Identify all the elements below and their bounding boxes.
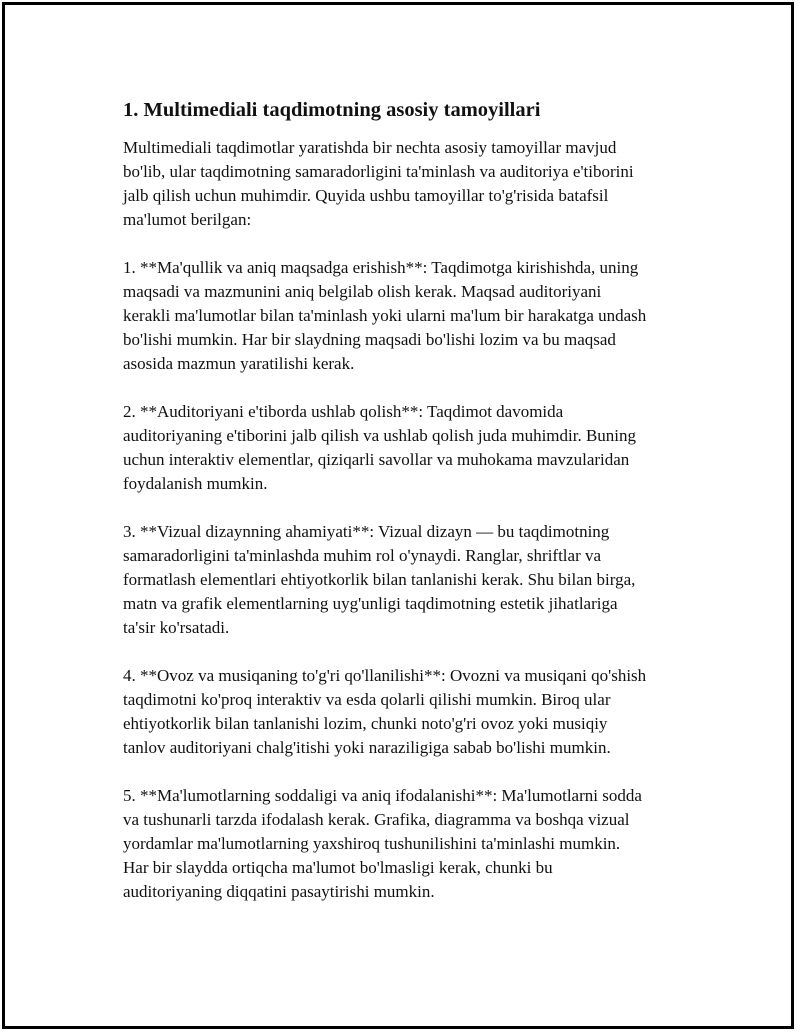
paragraph-line: ma'lumot berilgan: [123,210,252,229]
paragraph-line: bo'lib, ular taqdimotning samaradorligini ta'minlash va auditoriya e'tiborini [123,162,634,181]
paragraph-line: samaradorligini ta'minlashda muhim rol o'ynaydi. Ranglar, shriftlar va [123,546,602,565]
paragraph-line: 4. **Ovoz va musiqaning to'g'ri qo'llanilishi**: Ovozni va musiqani qo'shish [123,666,647,685]
intro-paragraph [123,136,703,232]
paragraph-line: auditoriyaning e'tiborini jalb qilish va ushlab qolish juda muhimdir. Buning [123,426,637,445]
principle-2-paragraph [123,400,703,496]
paragraph-line: 2. **Auditoriyani e'tiborda ushlab qolish**: Taqdimot davomida [123,402,564,421]
principle-1-paragraph [123,256,703,376]
paragraph-line: auditoriyaning diqqatini pasaytirishi mumkin. [123,882,435,901]
paragraph-line: formatlash elementlari ehtiyotkorlik bilan tanlanishi kerak. Shu bilan birga, [123,570,636,589]
page-frame [2,2,794,1029]
principle-4-paragraph [123,664,703,760]
paragraph-line: maqsadi va mazmunini aniq belgilab olish kerak. Maqsad auditoriyani [123,282,602,301]
paragraph-line: foydalanish mumkin. [123,474,268,493]
paragraph-line: uchun interaktiv elementlar, qiziqarli savollar va muhokama mavzularidan [123,450,630,469]
paragraph-line: asosida mazmun yaratilishi kerak. [123,354,355,373]
paragraph-line: matn va grafik elementlarning uyg'unligi taqdimotning estetik jihatlariga [123,594,618,613]
paragraph-line: 1. **Ma'qullik va aniq maqsadga erishish**: Taqdimotga kirishishda, uning [123,258,639,277]
paragraph-line: Har bir slaydda ortiqcha ma'lumot bo'lmasligi kerak, chunki bu [123,858,553,877]
paragraph-line: ehtiyotkorlik bilan tanlanishi lozim, chunki noto'g'ri ovoz yoki musiqiy [123,714,608,733]
paragraph-line: 5. **Ma'lumotlarning soddaligi va aniq ifodalanishi**: Ma'lumotlarni sodda [123,786,642,805]
paragraph-line: 3. **Vizual dizaynning ahamiyati**: Vizual dizayn — bu taqdimotning [123,522,610,541]
paragraph-line: Multimediali taqdimotlar yaratishda bir nechta asosiy tamoyillar mavjud [123,138,617,157]
paragraph-line: jalb qilish uchun muhimdir. Quyida ushbu tamoyillar to'g'risida batafsil [123,186,609,205]
paragraph-line: yordamlar ma'lumotlarning yaxshiroq tushunilishini ta'minlashi mumkin. [123,834,621,853]
page-title: 1. Multimediali taqdimotning asosiy tamoyillari [123,99,541,121]
paragraph-line: tanlov auditoriyani chalg'itishi yoki naraziligiga sabab bo'lishi mumkin. [123,738,611,757]
principle-3-paragraph [123,520,703,640]
paragraph-line: bo'lishi mumkin. Har bir slaydning maqsadi bo'lishi lozim va bu maqsad [123,330,616,349]
paragraph-line: va tushunarli tarzda ifodalash kerak. Grafika, diagramma va boshqa vizual [123,810,630,829]
paragraph-line: taqdimotni ko'proq interaktiv va esda qolarli qilishi mumkin. Biroq ular [123,690,611,709]
document-body [123,97,703,928]
paragraph-line: ta'sir ko'rsatadi. [123,618,230,637]
paragraph-line: kerakli ma'lumotlar bilan ta'minlash yoki ularni ma'lum bir harakatga undash [123,306,647,325]
principle-5-paragraph [123,784,703,904]
